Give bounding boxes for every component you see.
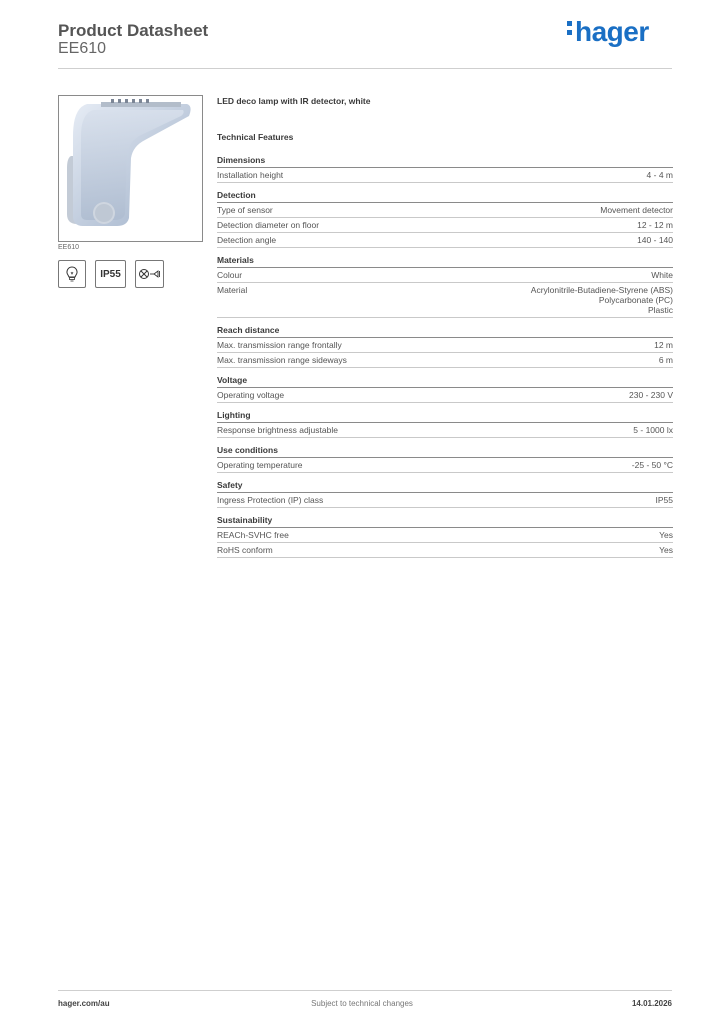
spec-value bbox=[654, 340, 673, 350]
spec-value-line: 6 m bbox=[658, 355, 673, 365]
feature-group bbox=[217, 410, 673, 438]
light-bulb-icon bbox=[65, 265, 79, 283]
footer-website[interactable]: hager.com/au bbox=[58, 999, 110, 1008]
spec-value bbox=[637, 235, 673, 245]
spec-row bbox=[217, 203, 673, 218]
spec-row bbox=[217, 458, 673, 473]
spec-label: Max. transmission range sideways bbox=[217, 355, 347, 365]
spec-value-line: 12 - 12 m bbox=[637, 220, 673, 230]
footer-divider bbox=[58, 990, 672, 991]
spec-value bbox=[659, 545, 673, 555]
spec-row bbox=[217, 543, 673, 558]
footer-notice: Subject to technical changes bbox=[311, 999, 413, 1008]
feature-group bbox=[217, 375, 673, 403]
footer-date: 14.01.2026 bbox=[631, 999, 672, 1008]
image-caption: EE610 bbox=[58, 244, 80, 251]
feature-group bbox=[217, 515, 673, 558]
spec-value bbox=[659, 355, 673, 365]
group-title: Voltage bbox=[217, 375, 673, 388]
group-title: Sustainability bbox=[217, 515, 673, 528]
header-divider bbox=[58, 68, 672, 69]
spec-row bbox=[217, 233, 673, 248]
group-title: Use conditions bbox=[217, 445, 673, 458]
spec-row bbox=[217, 338, 673, 353]
spec-label: Ingress Protection (IP) class bbox=[217, 495, 324, 505]
spec-value-line: 4 - 4 m bbox=[646, 170, 673, 180]
spec-value-line: Yes bbox=[659, 545, 673, 555]
spec-row bbox=[217, 528, 673, 543]
spec-label: RoHS conform bbox=[217, 545, 273, 555]
feature-group bbox=[217, 155, 673, 183]
technical-features-heading: Technical Features bbox=[217, 132, 294, 142]
spec-value bbox=[531, 285, 673, 315]
feature-group bbox=[217, 480, 673, 508]
spec-value bbox=[633, 425, 673, 435]
spec-label: REACh-SVHC free bbox=[217, 530, 289, 540]
spec-value bbox=[629, 390, 673, 400]
spec-value-line: 5 - 1000 lx bbox=[633, 425, 673, 435]
group-title: Safety bbox=[217, 480, 673, 493]
spec-row bbox=[217, 168, 673, 183]
spec-value bbox=[647, 170, 673, 180]
ip-rating-badge: IP55 bbox=[95, 260, 126, 288]
product-image bbox=[58, 95, 203, 242]
group-title: Materials bbox=[217, 255, 673, 268]
lamp-illustration bbox=[59, 96, 202, 241]
feature-group bbox=[217, 190, 673, 248]
spec-row bbox=[217, 283, 673, 318]
spec-label: Detection diameter on floor bbox=[217, 220, 320, 230]
spec-value bbox=[600, 205, 673, 215]
feature-group bbox=[217, 445, 673, 473]
spec-label: Type of sensor bbox=[217, 205, 273, 215]
lamp-badge bbox=[58, 260, 86, 288]
spec-value-line: 140 - 140 bbox=[637, 235, 673, 245]
lamp-cross-icon bbox=[138, 267, 162, 281]
spec-label: Operating voltage bbox=[217, 390, 285, 400]
spec-value-line: Acrylonitrile-Butadiene-Styrene (ABS) bbox=[530, 285, 673, 295]
spec-value-line: Movement detector bbox=[600, 205, 673, 215]
spec-label: Operating temperature bbox=[217, 460, 303, 470]
spec-label: Colour bbox=[217, 270, 243, 280]
spec-value bbox=[637, 220, 673, 230]
logo-colon-mark bbox=[567, 17, 573, 39]
feature-group bbox=[217, 325, 673, 368]
technical-content bbox=[217, 96, 673, 565]
spec-value bbox=[656, 495, 674, 505]
spec-row bbox=[217, 353, 673, 368]
lamp-symbol-badge bbox=[135, 260, 164, 288]
group-title: Dimensions bbox=[217, 155, 673, 168]
spec-label: Material bbox=[217, 285, 248, 295]
spec-label: Installation height bbox=[217, 170, 284, 180]
spec-value-line: White bbox=[651, 270, 673, 280]
spec-row bbox=[217, 423, 673, 438]
spec-value-line: Polycarbonate (PC) bbox=[598, 295, 673, 305]
product-reference: EE610 bbox=[58, 40, 107, 57]
spec-value-line: -25 - 50 °C bbox=[631, 460, 673, 470]
spec-value bbox=[651, 270, 673, 280]
logo-text: hager bbox=[575, 16, 649, 47]
spec-value-line: 12 m bbox=[654, 340, 673, 350]
spec-label: Max. transmission range frontally bbox=[217, 340, 342, 350]
feature-group bbox=[217, 255, 673, 318]
spec-label: Response brightness adjustable bbox=[217, 425, 338, 435]
spec-value bbox=[659, 530, 673, 540]
page-title: Product Datasheet bbox=[58, 21, 209, 40]
product-description: LED deco lamp with IR detector, white bbox=[217, 96, 371, 106]
spec-value bbox=[632, 460, 673, 470]
spec-value-line: Yes bbox=[659, 530, 673, 540]
feature-groups bbox=[217, 155, 673, 558]
spec-value-line: Plastic bbox=[647, 305, 673, 315]
spec-value-line: IP55 bbox=[655, 495, 673, 505]
group-title: Lighting bbox=[217, 410, 673, 423]
spec-row bbox=[217, 493, 673, 508]
group-title: Detection bbox=[217, 190, 673, 203]
spec-value-line: 230 - 230 V bbox=[629, 390, 673, 400]
spec-label: Detection angle bbox=[217, 235, 277, 245]
brand-logo bbox=[567, 16, 649, 48]
spec-row bbox=[217, 218, 673, 233]
spec-row bbox=[217, 268, 673, 283]
group-title: Reach distance bbox=[217, 325, 673, 338]
spec-row bbox=[217, 388, 673, 403]
